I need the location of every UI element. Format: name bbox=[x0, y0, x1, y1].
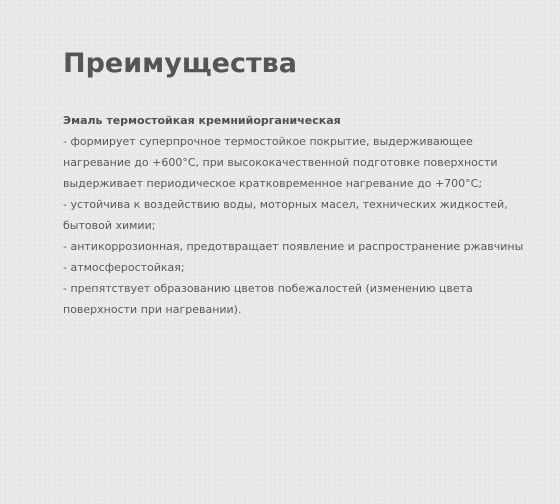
product-name: Эмаль термостойкая кремнийорганическая bbox=[63, 114, 341, 127]
description-line: - препятствует образованию цветов побежалостей (изменению цвета bbox=[63, 282, 473, 295]
description-line: - атмосферостойкая; bbox=[63, 261, 185, 274]
section-title: Преимущества bbox=[63, 48, 297, 79]
description-line: бытовой химии; bbox=[63, 219, 156, 232]
description-line: поверхности при нагревании). bbox=[63, 303, 242, 316]
description-line: - устойчива к воздействию воды, моторных масел, технических жидкостей, bbox=[63, 198, 508, 211]
description-line: - формирует суперпрочное термостойкое покрытие, выдерживающее bbox=[63, 135, 473, 148]
advantages-description bbox=[63, 110, 543, 320]
description-line: - антикоррозионная, предотвращает появление и распространение ржавчины bbox=[63, 240, 524, 253]
description-line: выдерживает периодическое кратковременное нагревание до +700°С; bbox=[63, 177, 483, 190]
description-line: нагревание до +600°С, при высококачественной подготовке поверхности bbox=[63, 156, 498, 169]
